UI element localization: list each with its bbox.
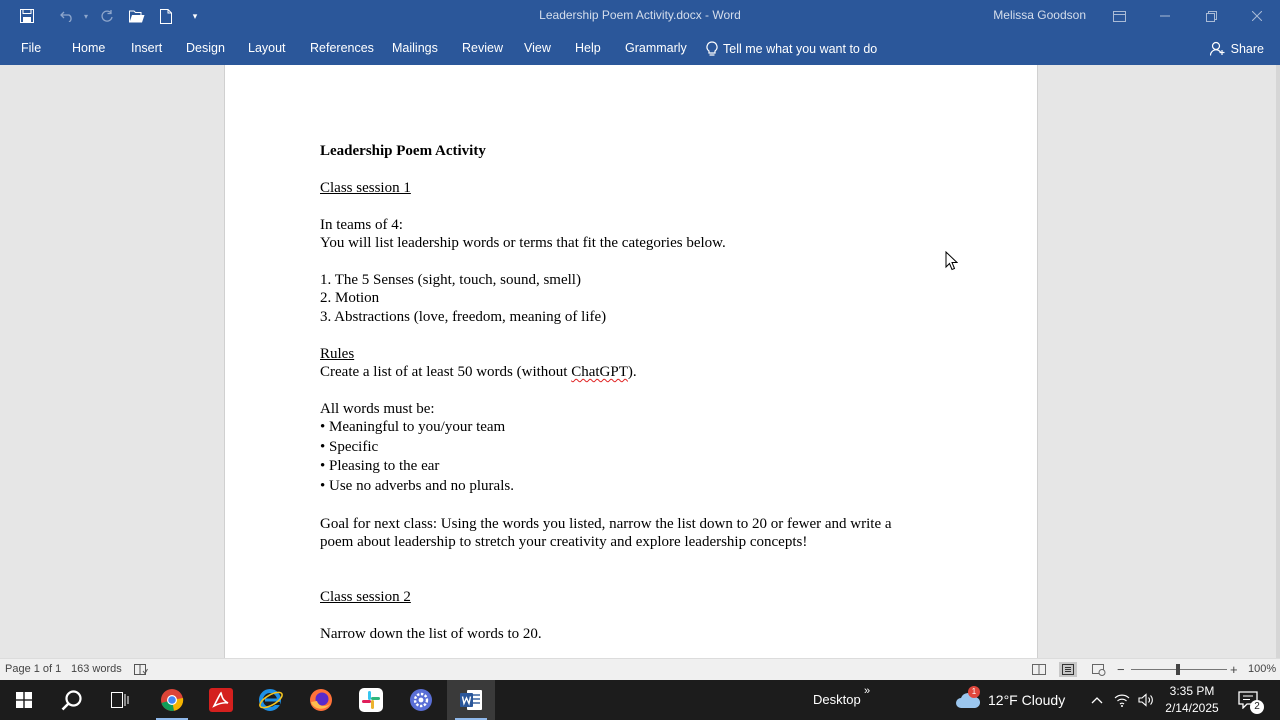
taskbar-internet-explorer[interactable]: [247, 680, 295, 720]
tab-grammarly[interactable]: Grammarly: [625, 41, 687, 55]
volume-control[interactable]: [1134, 680, 1158, 720]
taskbar: [0, 680, 1280, 720]
taskbar-firefox[interactable]: [297, 680, 345, 720]
redo-icon: [100, 9, 114, 23]
tab-help[interactable]: Help: [575, 41, 601, 55]
undo-button[interactable]: [54, 0, 80, 32]
status-bar: [0, 658, 1280, 680]
zoom-in-button[interactable]: +: [1230, 662, 1238, 677]
redo-button[interactable]: [92, 0, 122, 32]
clock-date: 2/14/2025: [1165, 701, 1219, 715]
customize-qat-icon[interactable]: ▾: [192, 10, 198, 21]
restore-button[interactable]: [1188, 0, 1234, 32]
lightbulb-icon: [706, 41, 718, 57]
document-page[interactable]: [224, 65, 1038, 658]
doc-title: Leadership Poem Activity: [320, 143, 486, 159]
ribbon-display-options-button[interactable]: [1096, 0, 1142, 32]
windows-logo-icon: [16, 692, 32, 708]
chevron-up-icon: [1091, 696, 1103, 704]
chrome-icon: [160, 688, 184, 712]
slack-icon: [359, 688, 383, 712]
teams-line: In teams of 4:: [320, 217, 403, 233]
taskbar-slack[interactable]: [347, 680, 395, 720]
share-person-icon: [1210, 41, 1225, 56]
tab-home[interactable]: Home: [72, 41, 106, 55]
acrobat-icon: [209, 688, 233, 712]
close-button[interactable]: [1234, 0, 1280, 32]
taskbar-word[interactable]: [447, 680, 495, 720]
action-center-button[interactable]: [1228, 680, 1268, 720]
spelling-flagged-word[interactable]: ChatGPT: [571, 364, 628, 380]
tab-view[interactable]: View: [524, 41, 551, 55]
speaker-icon: [1138, 693, 1154, 707]
new-document-button[interactable]: [152, 0, 180, 32]
bullet-item: • Meaningful to you/your team: [320, 419, 506, 435]
mouse-cursor-icon: [945, 251, 958, 271]
show-hidden-icons-button[interactable]: [1085, 680, 1109, 720]
proofing-status[interactable]: [134, 663, 148, 676]
category-item: 3. Abstractions (love, freedom, meaning of life): [320, 309, 607, 325]
vertical-scrollbar[interactable]: [1276, 65, 1280, 658]
internet-explorer-icon: [258, 688, 284, 712]
toolbar-expand-icon[interactable]: »: [864, 685, 871, 697]
zoom-level[interactable]: 100%: [1248, 663, 1277, 675]
save-icon: [20, 9, 34, 23]
taskbar-acrobat[interactable]: [197, 680, 245, 720]
tab-file[interactable]: File: [21, 41, 42, 55]
weather-alert-badge: 1: [968, 686, 980, 698]
tab-insert[interactable]: Insert: [131, 41, 163, 55]
session2-heading: Class session 2: [320, 589, 411, 605]
read-mode-icon: [1032, 664, 1046, 675]
tab-design[interactable]: Design: [186, 41, 225, 55]
system-clock[interactable]: [1162, 683, 1222, 717]
print-layout-button[interactable]: [1059, 662, 1077, 677]
task-view-button[interactable]: [96, 680, 144, 720]
quick-access-toolbar: [0, 0, 210, 32]
weather-label[interactable]: 12°F Cloudy: [988, 692, 1066, 708]
words-must-be-line: All words must be:: [320, 401, 435, 417]
save-button[interactable]: [0, 0, 54, 32]
zoom-out-button[interactable]: −: [1117, 662, 1125, 677]
bullet-item: • Pleasing to the ear: [320, 458, 440, 474]
zoom-slider-thumb[interactable]: [1176, 664, 1180, 675]
word-icon: [459, 689, 483, 711]
signed-in-user[interactable]: Melissa Goodson: [993, 8, 1086, 22]
title-bar: [0, 0, 1280, 32]
start-button[interactable]: [0, 680, 48, 720]
clock-time: 3:35 PM: [1169, 684, 1215, 698]
close-icon: [1252, 11, 1262, 21]
narrow-line: Narrow down the list of words to 20.: [320, 626, 542, 642]
rules-line: [320, 363, 637, 382]
read-mode-button[interactable]: [1030, 662, 1048, 677]
weather-widget[interactable]: [944, 680, 992, 720]
search-icon: [61, 689, 83, 711]
task-view-icon: [111, 692, 129, 708]
search-button[interactable]: [48, 680, 96, 720]
firefox-icon: [309, 688, 333, 712]
network-status[interactable]: [1110, 680, 1134, 720]
taskbar-chrome[interactable]: [148, 680, 196, 720]
tab-layout[interactable]: Layout: [248, 41, 286, 55]
wifi-icon: [1114, 693, 1130, 707]
category-item: 1. The 5 Senses (sight, touch, sound, smell): [320, 272, 581, 288]
minimize-button[interactable]: [1142, 0, 1188, 32]
web-layout-icon: [1092, 664, 1106, 676]
tab-review[interactable]: Review: [462, 41, 503, 55]
settings-gear-icon: [409, 688, 433, 712]
desktop-toolbar-label[interactable]: Desktop: [813, 692, 861, 707]
open-button[interactable]: [122, 0, 152, 32]
taskbar-app-gear[interactable]: [397, 680, 445, 720]
tab-references[interactable]: References: [310, 41, 374, 55]
share-label: Share: [1230, 41, 1264, 56]
minimize-icon: [1160, 11, 1170, 21]
tell-me-label: Tell me what you want to do: [723, 41, 878, 56]
session1-heading: Class session 1: [320, 180, 411, 196]
notification-count-badge: 2: [1250, 700, 1264, 714]
tell-me-search[interactable]: [706, 32, 877, 65]
print-layout-icon: [1062, 664, 1074, 675]
undo-icon: [60, 10, 74, 22]
rules-text-after: ).: [627, 364, 637, 380]
proofing-book-icon: [134, 664, 148, 676]
rules-heading: Rules: [320, 346, 355, 362]
page-count[interactable]: Page 1 of 1: [5, 663, 62, 675]
new-document-icon: [160, 9, 172, 24]
folder-open-icon: [129, 10, 145, 23]
instruction-line: You will list leadership words or terms that fit the categories below.: [320, 235, 726, 251]
bullet-item: • Specific: [320, 439, 379, 455]
bullet-item: • Use no adverbs and no plurals.: [320, 478, 514, 494]
document-canvas[interactable]: [0, 65, 1280, 658]
share-button[interactable]: [1210, 32, 1264, 65]
tab-mailings[interactable]: Mailings: [392, 41, 438, 55]
goal-line-2: poem about leadership to stretch your creativity and explore leadership concepts!: [320, 534, 808, 550]
word-count[interactable]: 163 words: [71, 663, 122, 675]
goal-line-1: Goal for next class: Using the words you listed, narrow the list down to 20 or fewer and write a: [320, 516, 892, 532]
category-item: 2. Motion: [320, 290, 380, 306]
restore-icon: [1206, 11, 1217, 22]
web-layout-button[interactable]: [1090, 662, 1108, 677]
ribbon-tab-bar: [0, 32, 1280, 65]
undo-dropdown-icon[interactable]: ▾: [83, 11, 88, 21]
ribbon-display-icon: [1113, 11, 1126, 22]
window-title: Leadership Poem Activity.docx - Word: [539, 8, 741, 22]
rules-text-before: Create a list of at least 50 words (without: [320, 364, 572, 380]
